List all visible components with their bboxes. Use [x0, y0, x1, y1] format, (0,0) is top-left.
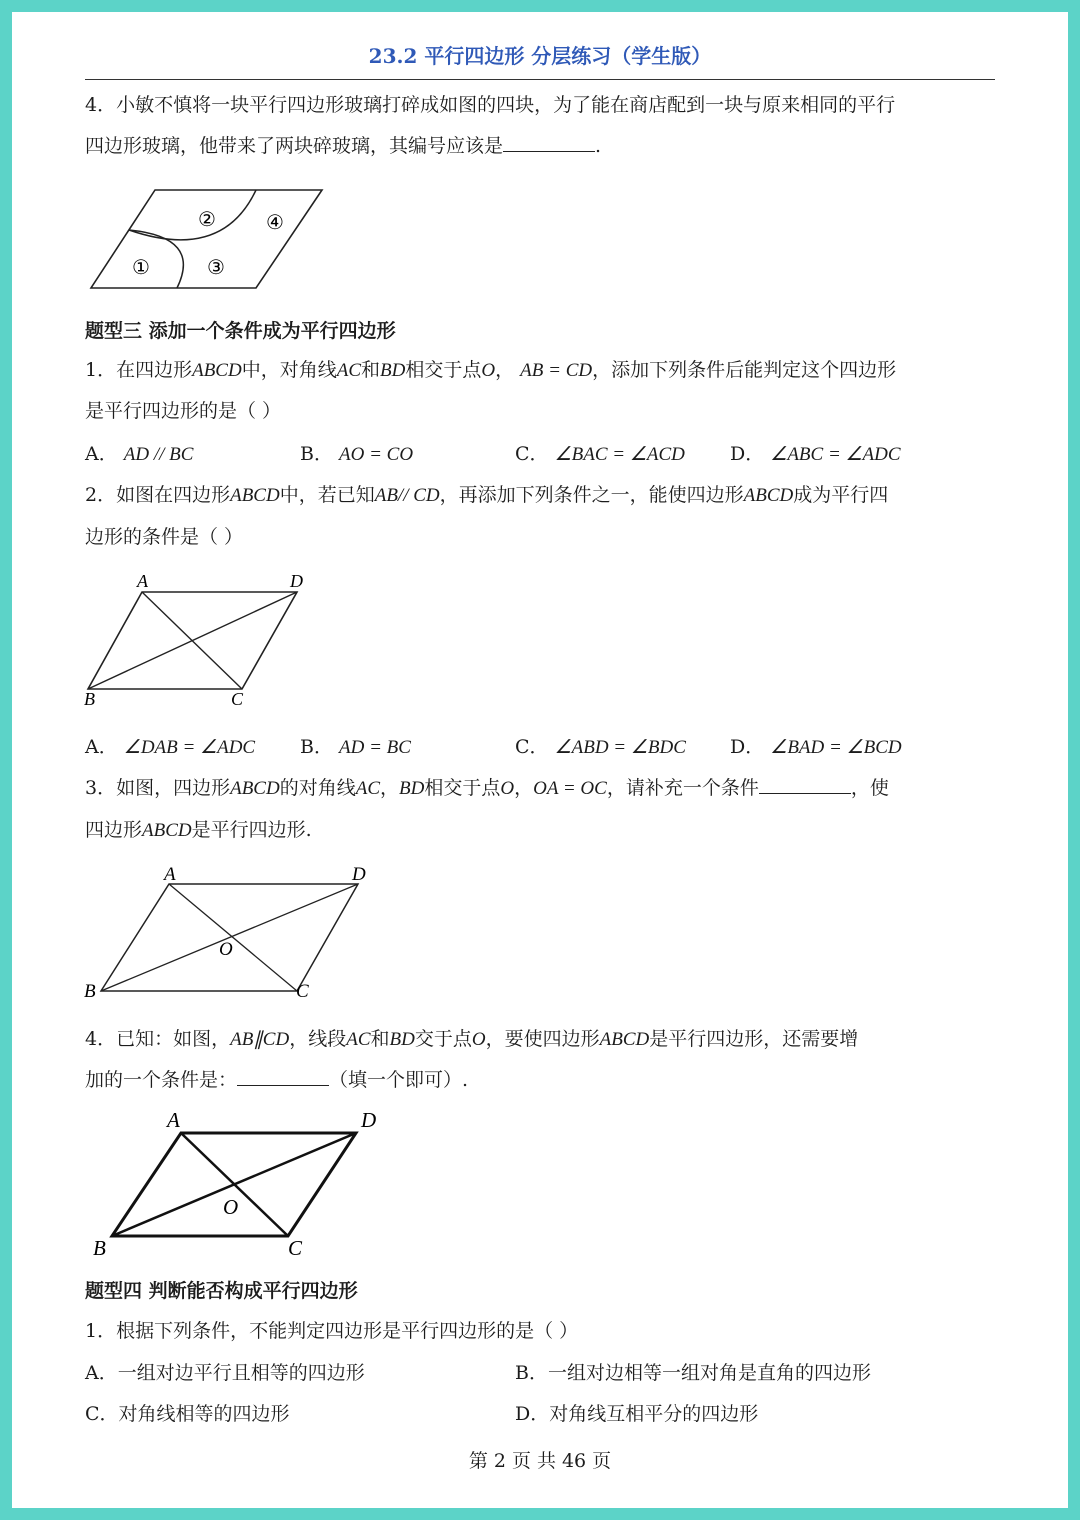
text: 4．已知：如图，	[85, 1028, 231, 1050]
s3-q1-line2: 是平行四边形的是（ ）	[85, 400, 282, 422]
option-text: ∠BAC = ∠ACD	[554, 444, 685, 465]
math: ABCD	[192, 360, 242, 381]
q2-label-d: D	[290, 571, 303, 591]
option-label: C．	[515, 443, 549, 465]
piece-2-label: ②	[198, 209, 216, 231]
text: 和	[361, 359, 381, 381]
math: ABCD	[230, 778, 280, 799]
text: ，	[514, 777, 534, 799]
math: ABCD	[743, 485, 794, 506]
math: BD	[399, 778, 425, 799]
option-label: A．	[85, 443, 118, 465]
text: 相交于点	[424, 777, 501, 799]
q4-label-b: B	[93, 1236, 106, 1260]
page-title: 23.2 平行四边形 分层练习（学生版）	[368, 44, 712, 68]
footer-text: 页	[511, 1450, 531, 1472]
option-label: D．	[730, 736, 765, 758]
q4-label-o: O	[223, 1195, 239, 1219]
math: BD	[389, 1029, 415, 1050]
option-label: B．	[300, 736, 333, 758]
piece-4-label: ④	[266, 212, 284, 234]
option-text: 对角线相等的四边形	[118, 1403, 290, 1425]
text: ，	[495, 359, 515, 381]
math: O	[500, 778, 515, 799]
text: ，请补充一个条件	[606, 777, 759, 799]
q3-label-d: D	[352, 864, 366, 885]
footer-text: 第	[468, 1450, 488, 1472]
q3-label-b: B	[84, 981, 96, 1002]
q2-label-a: A	[137, 571, 148, 591]
text: 是平行四边形.	[191, 819, 312, 841]
s4-q1-option-d[interactable]	[515, 1401, 758, 1427]
text: 和	[370, 1028, 390, 1050]
s3-q2-line2: 边形的条件是（ ）	[85, 526, 244, 548]
section4-heading: 题型四 判断能否构成平行四边形	[85, 1280, 358, 1302]
text: ，添加下列条件后能判定这个四边形	[592, 359, 897, 381]
piece-1-label: ①	[132, 257, 150, 279]
q2-label-c: C	[231, 689, 244, 709]
section3-heading: 题型三 添加一个条件成为平行四边形	[85, 320, 396, 342]
option-label: C．	[515, 736, 549, 758]
q4-glass-period: .	[595, 135, 602, 157]
text: 的对角线	[279, 777, 356, 799]
math: ABCD	[230, 485, 280, 506]
text: 1．在四边形	[85, 359, 193, 381]
s4-q1-option-a[interactable]	[85, 1360, 365, 1386]
q3-label-c: C	[296, 981, 309, 1002]
option-label: B．	[515, 1362, 548, 1384]
option-label: C．	[85, 1403, 119, 1425]
text: 2．如图在四边形	[85, 484, 231, 506]
option-label: A．	[85, 1362, 118, 1384]
option-text: ∠ABD = ∠BDC	[554, 737, 686, 758]
text: 四边形	[85, 819, 143, 841]
option-text: AD // BC	[123, 444, 194, 465]
q2-label-b: B	[84, 689, 95, 709]
option-text: 一组对边相等一组对角是直角的四边形	[547, 1362, 871, 1384]
text: 成为平行四	[793, 484, 889, 506]
s4-q1-option-b[interactable]	[515, 1360, 871, 1386]
option-text: 对角线互相平分的四边形	[549, 1403, 759, 1425]
text: 加的一个条件是：	[85, 1069, 238, 1091]
option-text: 一组对边平行且相等的四边形	[117, 1362, 365, 1384]
q3-label-o: O	[219, 939, 233, 960]
math: OA = OC	[533, 778, 607, 799]
q4-label-c: C	[288, 1236, 303, 1260]
text: 中，对角线	[241, 359, 337, 381]
page-footer	[12, 1446, 1068, 1473]
footer-text: 页	[592, 1450, 612, 1472]
math: AC	[346, 1029, 371, 1050]
q4-glass-text: 四边形玻璃，他带来了两块碎玻璃，其编号应该是	[85, 135, 504, 157]
math: AB// CD	[374, 485, 440, 506]
q4-glass-line1: 4．小敏不慎将一块平行四边形玻璃打碎成如图的四块，为了能在商店配到一块与原来相同的平行	[85, 94, 896, 116]
math: BD	[380, 360, 406, 381]
option-label: D．	[730, 443, 765, 465]
option-label: A．	[85, 736, 118, 758]
option-text: AD = BC	[339, 737, 411, 758]
text: ，	[380, 777, 400, 799]
text: 相交于点	[405, 359, 482, 381]
text: ，再添加下列条件之一，能使四边形	[439, 484, 744, 506]
q4-label-a: A	[167, 1108, 180, 1132]
s4-q1-option-c[interactable]	[85, 1401, 290, 1427]
text: ，线段	[289, 1028, 347, 1050]
page-number: 2	[493, 1450, 506, 1472]
math: ABCD	[599, 1029, 650, 1050]
math: AB = CD	[520, 360, 593, 381]
footer-text: 共	[536, 1450, 556, 1472]
option-label: B．	[300, 443, 333, 465]
text: 是平行四边形，还需要增	[649, 1028, 859, 1050]
page-total: 46	[561, 1450, 587, 1472]
text: 3．如图，四边形	[85, 777, 231, 799]
text: ，使	[850, 777, 889, 799]
option-text: AO = CO	[339, 444, 414, 465]
q4-diagonal-bd	[112, 1133, 356, 1236]
math: AC	[336, 360, 361, 381]
text: 中，若已知	[279, 484, 375, 506]
math: AC	[355, 778, 380, 799]
s4-q1-stem: 1．根据下列条件，不能判定四边形是平行四边形的是（ ）	[85, 1320, 579, 1342]
math: AB∥CD	[230, 1029, 290, 1050]
page	[12, 12, 1068, 1508]
math: O	[481, 360, 496, 381]
piece-3-label: ③	[207, 257, 225, 279]
text: 交于点	[414, 1028, 472, 1050]
option-text: ∠DAB = ∠ADC	[123, 737, 256, 758]
q3-label-a: A	[164, 864, 176, 885]
text: （填一个即可）.	[329, 1069, 469, 1091]
math: ABCD	[142, 820, 192, 841]
math: O	[471, 1029, 486, 1050]
option-text: ∠BAD = ∠BCD	[770, 737, 902, 758]
option-label: D．	[515, 1403, 550, 1425]
option-text: ∠ABC = ∠ADC	[770, 444, 901, 465]
q4-label-d: D	[361, 1108, 377, 1132]
text: ，要使四边形	[485, 1028, 600, 1050]
